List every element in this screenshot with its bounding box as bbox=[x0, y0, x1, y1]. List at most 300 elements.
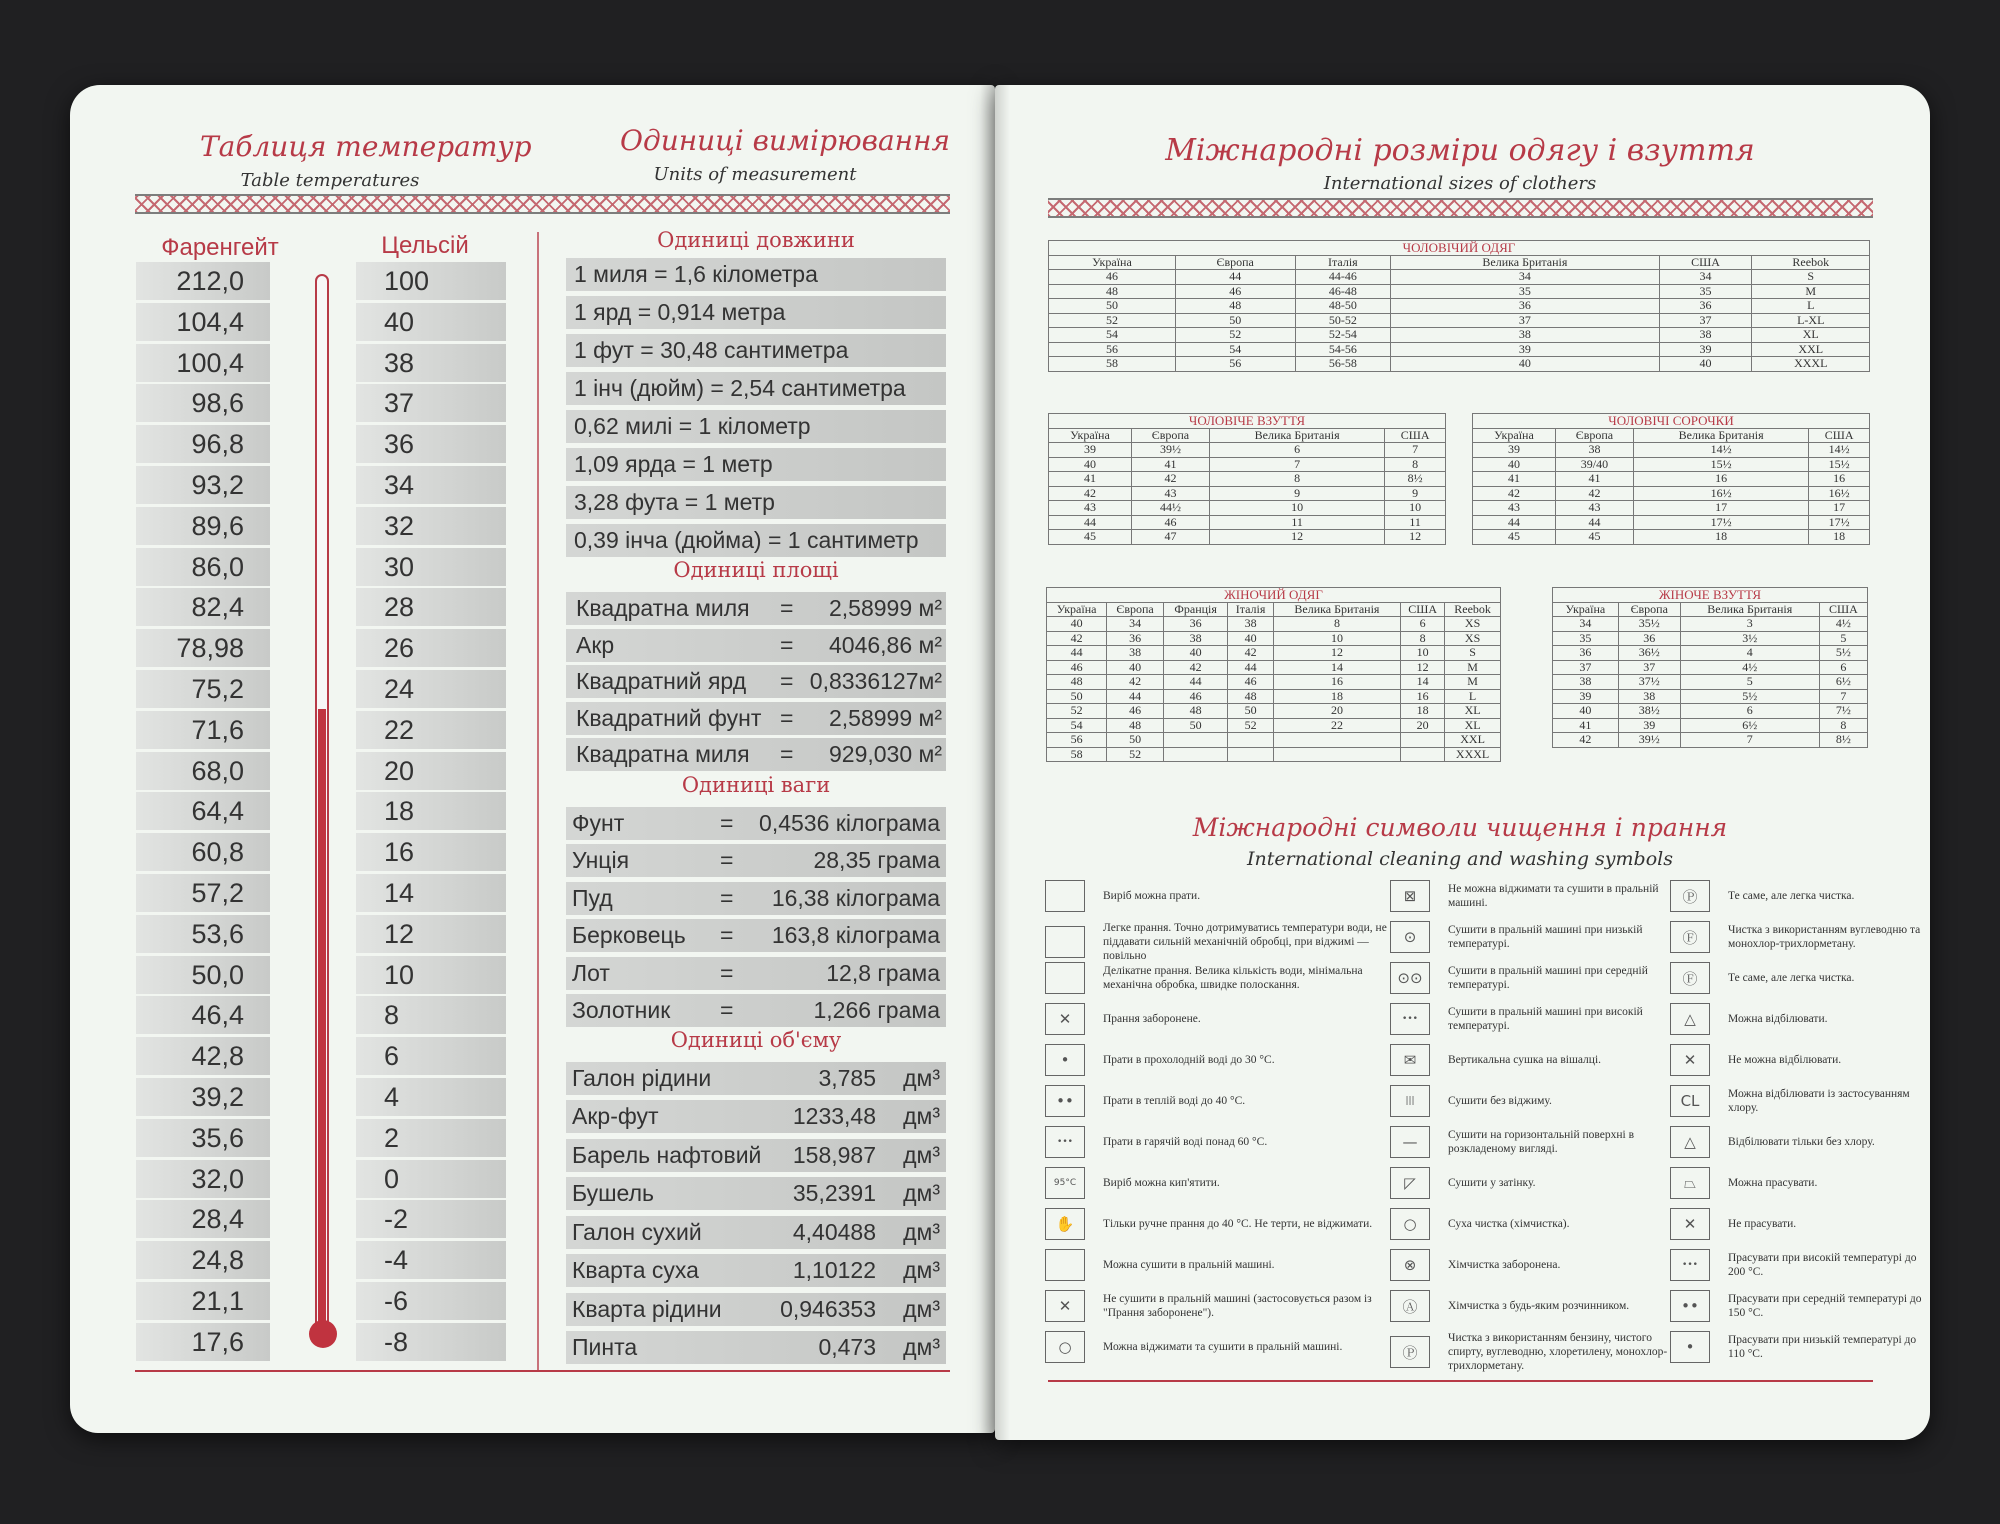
care-symbol-icon: • bbox=[1045, 1044, 1085, 1076]
care-symbol-icon: ✕ bbox=[1670, 1044, 1710, 1076]
care-symbol bbox=[1390, 1331, 1675, 1373]
care-symbol-text: Хімчистка заборонена. bbox=[1448, 1259, 1561, 1271]
table-row bbox=[1553, 704, 1868, 719]
unit-row bbox=[566, 296, 946, 329]
table-cell: 50 bbox=[1049, 299, 1176, 314]
temperature-row bbox=[136, 1037, 526, 1075]
table-cell: 44 bbox=[1047, 646, 1107, 661]
table-cell: 37 bbox=[1659, 313, 1752, 328]
table-header-cell: Reebok bbox=[1752, 255, 1870, 270]
equals-sign: = bbox=[720, 922, 734, 948]
fahrenheit-value: 75,2 bbox=[136, 670, 270, 708]
table-cell: 44 bbox=[1163, 675, 1227, 690]
table-row bbox=[1049, 313, 1870, 328]
celsius-value: -6 bbox=[356, 1282, 506, 1320]
table-cell: 6 bbox=[1819, 660, 1867, 675]
fahrenheit-value: 21,1 bbox=[136, 1282, 270, 1320]
table-row bbox=[1049, 457, 1446, 472]
celsius-value: 30 bbox=[356, 548, 506, 586]
table-cell: 52 bbox=[1049, 313, 1176, 328]
unit-row bbox=[566, 702, 946, 735]
table-header-cell: США bbox=[1809, 428, 1870, 443]
thermometer-bulb bbox=[309, 1320, 337, 1348]
table-cell: 3 bbox=[1680, 617, 1819, 632]
table-header-cell: Європа bbox=[1107, 602, 1164, 617]
unit-row bbox=[566, 807, 946, 840]
table-cell: 43 bbox=[1555, 501, 1633, 516]
care-symbol-text: Не прасувати. bbox=[1728, 1218, 1797, 1230]
table-cell: 42 bbox=[1163, 660, 1227, 675]
temperature-row bbox=[136, 792, 526, 830]
care-symbol-text: Хімчистка з будь-яким розчинником. bbox=[1448, 1300, 1630, 1312]
care-symbol-text: Прання заборонене. bbox=[1103, 1013, 1201, 1025]
care-symbol-icon: ⊙ bbox=[1390, 921, 1430, 953]
table-row bbox=[1049, 472, 1446, 487]
care-symbols-list bbox=[1045, 880, 1922, 1380]
equals-sign: = bbox=[780, 631, 794, 658]
celsius-value: 100 bbox=[356, 262, 506, 300]
area-unit-value: 0,8336127м² bbox=[809, 668, 942, 694]
weight-unit-value: 163,8 кілограма bbox=[771, 922, 940, 948]
equals-sign: = bbox=[780, 741, 794, 767]
table-cell: 10 bbox=[1273, 631, 1400, 646]
celsius-value: 38 bbox=[356, 344, 506, 382]
table-cell: M bbox=[1752, 284, 1870, 299]
fahrenheit-value: 96,8 bbox=[136, 425, 270, 463]
table-row bbox=[1047, 660, 1501, 675]
care-symbol-icon: ✕ bbox=[1045, 1003, 1085, 1035]
fahrenheit-value: 35,6 bbox=[136, 1119, 270, 1157]
care-symbol-icon: Ⓐ bbox=[1390, 1290, 1430, 1322]
table-cell: M bbox=[1445, 675, 1501, 690]
care-symbol-text: Відбілювати тільки без хлору. bbox=[1728, 1136, 1875, 1148]
table-header-cell: Європа bbox=[1131, 428, 1209, 443]
table-cell: XS bbox=[1445, 631, 1501, 646]
care-symbol-icon: ⊙⊙ bbox=[1390, 962, 1430, 994]
unit-section-heading: Одиниці площі bbox=[673, 558, 839, 582]
unit-row bbox=[566, 1139, 946, 1172]
weight-unit-value: 16,38 кілограма bbox=[771, 884, 940, 911]
table-row bbox=[1047, 704, 1501, 719]
celsius-value: 22 bbox=[356, 711, 506, 749]
table-header-row bbox=[1553, 602, 1868, 617]
area-unit-name: Квадратний ярд bbox=[576, 668, 747, 694]
table-row bbox=[1553, 733, 1868, 748]
table-cell: 38½ bbox=[1618, 704, 1680, 719]
table-row bbox=[1553, 646, 1868, 661]
table-cell: 36½ bbox=[1618, 646, 1680, 661]
table-cell: 43 bbox=[1049, 501, 1132, 516]
equals-sign: = bbox=[720, 997, 734, 1023]
fahrenheit-value: 17,6 bbox=[136, 1323, 270, 1361]
table-cell: 50 bbox=[1228, 704, 1273, 719]
fahrenheit-value: 71,6 bbox=[136, 711, 270, 749]
fahrenheit-value: 68,0 bbox=[136, 752, 270, 790]
table-row bbox=[1047, 747, 1501, 762]
table-cell: 36 bbox=[1163, 617, 1227, 632]
table-cell: 40 bbox=[1391, 357, 1659, 372]
length-conversion: 0,62 милі = 1 кілометр bbox=[574, 413, 811, 439]
volume-unit-value: 1,10122 bbox=[792, 1257, 876, 1283]
table-row bbox=[1553, 675, 1868, 690]
celsius-value: 34 bbox=[356, 466, 506, 504]
care-symbol-icon: Ⓕ bbox=[1670, 962, 1710, 994]
care-symbol-icon: △ bbox=[1670, 1003, 1710, 1035]
table-cell: 36 bbox=[1107, 631, 1164, 646]
table-cell: 42 bbox=[1555, 486, 1633, 501]
care-symbol-text: Виріб можна кип'ятити. bbox=[1103, 1177, 1220, 1189]
temperature-row bbox=[136, 507, 526, 545]
table-cell: 52 bbox=[1228, 718, 1273, 733]
table-cell: 54 bbox=[1175, 342, 1295, 357]
table-cell: S bbox=[1752, 270, 1870, 285]
unit-row bbox=[566, 882, 946, 915]
volume-unit-name: Галон рідини bbox=[572, 1064, 712, 1091]
weight-unit-name: Фунт bbox=[572, 809, 625, 836]
table-header-cell: Італія bbox=[1228, 602, 1273, 617]
table-header-cell: Велика Британія bbox=[1273, 602, 1400, 617]
equals-sign: = bbox=[780, 668, 794, 694]
volume-unit-value: 0,946353 bbox=[780, 1295, 876, 1322]
table-row bbox=[1553, 617, 1868, 632]
table-cell: 39 bbox=[1553, 689, 1619, 704]
care-symbol-text: Можна прасувати. bbox=[1728, 1177, 1818, 1189]
care-symbol bbox=[1670, 962, 1930, 994]
care-symbol bbox=[1390, 1085, 1675, 1117]
table-cell: 54 bbox=[1049, 328, 1176, 343]
table-cell: 41 bbox=[1131, 457, 1209, 472]
table-cell: 39 bbox=[1049, 443, 1132, 458]
unit-section-heading: Одиниці довжини bbox=[657, 228, 855, 252]
table-cell: 7 bbox=[1819, 689, 1867, 704]
fahrenheit-value: 46,4 bbox=[136, 996, 270, 1034]
table-cell bbox=[1228, 747, 1273, 762]
care-symbol-icon: Ⓟ bbox=[1670, 880, 1710, 912]
temperature-row bbox=[136, 344, 526, 382]
table-cell: 45 bbox=[1049, 530, 1132, 545]
care-symbol-icon bbox=[1045, 926, 1085, 958]
temperature-row bbox=[136, 1241, 526, 1279]
fahrenheit-value: 82,4 bbox=[136, 588, 270, 626]
table-cell: 8 bbox=[1401, 631, 1445, 646]
table-cell: 44 bbox=[1049, 515, 1132, 530]
table-cell: 37 bbox=[1618, 660, 1680, 675]
weight-unit-name: Лот bbox=[572, 959, 610, 986]
table-caption-row bbox=[1473, 414, 1870, 429]
table-cell: 52-54 bbox=[1295, 328, 1391, 343]
table-header-cell: США bbox=[1659, 255, 1752, 270]
table-cell: 17 bbox=[1809, 501, 1870, 516]
table-row bbox=[1049, 515, 1446, 530]
table-header-cell: Франція bbox=[1163, 602, 1227, 617]
table-cell: 56 bbox=[1049, 342, 1176, 357]
equals-sign: = bbox=[720, 959, 734, 986]
care-symbol bbox=[1045, 1167, 1395, 1199]
table-row bbox=[1047, 689, 1501, 704]
weight-unit-name: Берковець bbox=[572, 922, 686, 948]
celsius-value: -8 bbox=[356, 1323, 506, 1361]
volume-unit-value: 35,2391 bbox=[792, 1180, 876, 1206]
volume-unit-name: Бушель bbox=[572, 1180, 654, 1206]
table-row bbox=[1047, 718, 1501, 733]
celsius-value: 10 bbox=[356, 956, 506, 994]
table-cell: 43 bbox=[1131, 486, 1209, 501]
table-cell: 44 bbox=[1107, 689, 1164, 704]
table-row bbox=[1047, 675, 1501, 690]
table-cell: 50 bbox=[1047, 689, 1107, 704]
length-conversion: 1 фут = 30,48 сантиметра bbox=[574, 337, 849, 363]
volume-unit-value: 0,473 bbox=[818, 1334, 876, 1360]
table-cell: 46 bbox=[1175, 284, 1295, 299]
length-conversion: 0,39 інча (дюйма) = 1 сантиметр bbox=[574, 527, 919, 553]
care-symbol-icon: ••• bbox=[1045, 1126, 1085, 1158]
table-cell: 52 bbox=[1107, 747, 1164, 762]
celsius-header: Цельсій bbox=[381, 232, 469, 259]
sizes-title: Міжнародні розміри одягу і взуття bbox=[1165, 133, 1755, 168]
celsius-value: 18 bbox=[356, 792, 506, 830]
table-cell: 44 bbox=[1175, 270, 1295, 285]
care-symbol bbox=[1045, 1249, 1395, 1281]
care-symbol bbox=[1670, 1290, 1930, 1322]
fahrenheit-value: 28,4 bbox=[136, 1200, 270, 1238]
table-caption: ЧОЛОВІЧИЙ ОДЯГ bbox=[1049, 241, 1870, 256]
fahrenheit-value: 100,4 bbox=[136, 344, 270, 382]
table-cell: 46 bbox=[1131, 515, 1209, 530]
table-cell: 48 bbox=[1049, 284, 1176, 299]
table-cell: 54-56 bbox=[1295, 342, 1391, 357]
table-cell: 18 bbox=[1273, 689, 1400, 704]
table-cell: 8 bbox=[1210, 472, 1385, 487]
care-symbol bbox=[1390, 921, 1675, 953]
table-cell: 42 bbox=[1553, 733, 1619, 748]
temperature-row bbox=[136, 588, 526, 626]
table-header-cell: США bbox=[1385, 428, 1446, 443]
area-unit-name: Квадратна миля bbox=[576, 595, 750, 621]
care-symbol bbox=[1390, 1208, 1675, 1240]
volume-unit: дм³ bbox=[903, 1257, 940, 1283]
care-symbol-icon: ⊠ bbox=[1390, 880, 1430, 912]
table-row bbox=[1049, 501, 1446, 516]
care-symbol bbox=[1045, 1044, 1395, 1076]
table-cell: 16 bbox=[1401, 689, 1445, 704]
bottom-rule-right bbox=[1048, 1380, 1873, 1382]
table-cell: L bbox=[1445, 689, 1501, 704]
table-caption: ЖІНОЧИЙ ОДЯГ bbox=[1047, 588, 1501, 603]
table-header-cell: Reebok bbox=[1445, 602, 1501, 617]
unit-row bbox=[566, 524, 946, 557]
table-header-cell: Україна bbox=[1553, 602, 1619, 617]
table-header-cell: Європа bbox=[1175, 255, 1295, 270]
table-header-row bbox=[1049, 255, 1870, 270]
care-symbol-text: Можна сушити в пральній машині. bbox=[1103, 1259, 1275, 1271]
celsius-value: -4 bbox=[356, 1241, 506, 1279]
unit-row bbox=[566, 448, 946, 481]
table-caption: ЧОЛОВІЧІ СОРОЧКИ bbox=[1473, 414, 1870, 429]
celsius-value: 26 bbox=[356, 629, 506, 667]
unit-row bbox=[566, 258, 946, 291]
table-cell: 5½ bbox=[1680, 689, 1819, 704]
temperature-table-title: Таблиця температур bbox=[200, 130, 532, 163]
table-cell: 7½ bbox=[1819, 704, 1867, 719]
table-cell: XXL bbox=[1445, 733, 1501, 748]
table-cell: 5 bbox=[1680, 675, 1819, 690]
table-cell: 35½ bbox=[1618, 617, 1680, 632]
weight-unit-value: 12,8 грама bbox=[826, 959, 940, 986]
table-cell: 40 bbox=[1107, 660, 1164, 675]
table-cell: 42 bbox=[1131, 472, 1209, 487]
care-symbol-text: Сушити без віджиму. bbox=[1448, 1095, 1552, 1107]
table-cell: 48 bbox=[1107, 718, 1164, 733]
table-row bbox=[1049, 328, 1870, 343]
care-symbol-text: Прасувати при середній температурі до 150 °С. bbox=[1728, 1293, 1922, 1319]
fahrenheit-value: 78,98 bbox=[136, 629, 270, 667]
temperature-row bbox=[136, 670, 526, 708]
celsius-value: 28 bbox=[356, 588, 506, 626]
table-cell: 20 bbox=[1401, 718, 1445, 733]
care-symbol bbox=[1390, 1249, 1675, 1281]
volume-unit-name: Кварта суха bbox=[572, 1257, 699, 1283]
table-cell: 39 bbox=[1618, 718, 1680, 733]
table-header-row bbox=[1047, 602, 1501, 617]
care-symbol-text: Прати в гарячій воді понад 60 °С. bbox=[1103, 1136, 1268, 1148]
table-cell: 50 bbox=[1163, 718, 1227, 733]
volume-unit: дм³ bbox=[903, 1064, 940, 1091]
care-symbol-icon: ✉ bbox=[1390, 1044, 1430, 1076]
volume-unit: дм³ bbox=[903, 1141, 940, 1168]
table-row bbox=[1473, 530, 1870, 545]
table-cell: 44 bbox=[1473, 515, 1556, 530]
table-row bbox=[1049, 530, 1446, 545]
length-conversion: 1 миля = 1,6 кілометра bbox=[574, 261, 818, 287]
table-cell: 35 bbox=[1391, 284, 1659, 299]
weight-unit-value: 0,4536 кілограма bbox=[759, 809, 940, 836]
table-cell: 44½ bbox=[1131, 501, 1209, 516]
table-cell: XL bbox=[1752, 328, 1870, 343]
temperature-row bbox=[136, 384, 526, 422]
unit-row bbox=[566, 1216, 946, 1249]
table-cell: 38 bbox=[1618, 689, 1680, 704]
care-symbol bbox=[1390, 880, 1675, 912]
area-unit-name: Акр bbox=[576, 631, 615, 658]
care-symbol-text: Не можна віджимати та сушити в пральній машині. bbox=[1448, 883, 1659, 909]
table-cell: 14 bbox=[1401, 675, 1445, 690]
fahrenheit-value: 104,4 bbox=[136, 303, 270, 341]
table-header-row bbox=[1473, 428, 1870, 443]
table-cell: 14½ bbox=[1634, 443, 1809, 458]
table-cell: 42 bbox=[1049, 486, 1132, 501]
unit-row bbox=[566, 629, 946, 662]
area-unit-name: Квадратна миля bbox=[576, 741, 750, 767]
table-row bbox=[1049, 284, 1870, 299]
weight-unit-name: Золотник bbox=[572, 997, 671, 1023]
fahrenheit-value: 86,0 bbox=[136, 548, 270, 586]
care-symbol bbox=[1045, 921, 1395, 963]
fahrenheit-value: 32,0 bbox=[136, 1160, 270, 1198]
table-cell: 50 bbox=[1107, 733, 1164, 748]
volume-unit-name: Кварта рідини bbox=[572, 1295, 722, 1322]
table-header-cell: Україна bbox=[1473, 428, 1556, 443]
care-symbol-icon: ◸ bbox=[1390, 1167, 1430, 1199]
temperature-row bbox=[136, 1282, 526, 1320]
column-divider bbox=[537, 232, 539, 1372]
table-header-cell: Україна bbox=[1049, 255, 1176, 270]
table-cell: 6½ bbox=[1819, 675, 1867, 690]
table-cell: 34 bbox=[1659, 270, 1752, 285]
care-symbol-text: Прасувати при низькій температурі до 110 °С. bbox=[1728, 1334, 1917, 1360]
table-cell: 4½ bbox=[1680, 660, 1819, 675]
table-cell bbox=[1401, 747, 1445, 762]
table-row bbox=[1553, 718, 1868, 733]
table-cell: 40 bbox=[1473, 457, 1556, 472]
volume-unit: дм³ bbox=[903, 1295, 940, 1322]
care-symbol-icon: ||| bbox=[1390, 1085, 1430, 1117]
celsius-value: 20 bbox=[356, 752, 506, 790]
temperature-row bbox=[136, 833, 526, 871]
unit-row bbox=[566, 334, 946, 367]
table-cell: 10 bbox=[1210, 501, 1385, 516]
table-cell: 8½ bbox=[1385, 472, 1446, 487]
care-symbol bbox=[1045, 1003, 1395, 1035]
table-cell bbox=[1273, 747, 1400, 762]
table-cell: 15½ bbox=[1634, 457, 1809, 472]
weight-unit-value: 1,266 грама bbox=[813, 997, 940, 1023]
table-row bbox=[1049, 486, 1446, 501]
celsius-value: 0 bbox=[356, 1160, 506, 1198]
ornament-band-right bbox=[1048, 198, 1873, 218]
temperature-row bbox=[136, 1119, 526, 1157]
care-symbol bbox=[1670, 1044, 1930, 1076]
care-symbol bbox=[1390, 1044, 1675, 1076]
celsius-value: 40 bbox=[356, 303, 506, 341]
table-cell: 12 bbox=[1273, 646, 1400, 661]
fahrenheit-value: 98,6 bbox=[136, 384, 270, 422]
table-cell: 58 bbox=[1049, 357, 1176, 372]
care-symbol-icon: CL bbox=[1670, 1085, 1710, 1117]
care-symbol-icon: Ⓕ bbox=[1670, 921, 1710, 953]
care-symbol-text: Можна віджимати та сушити в пральній машині. bbox=[1103, 1341, 1343, 1353]
care-symbol-icon: •• bbox=[1670, 1290, 1710, 1322]
table-cell: 18 bbox=[1634, 530, 1809, 545]
care-symbol bbox=[1045, 880, 1395, 912]
table-header-row bbox=[1049, 428, 1446, 443]
table-row bbox=[1049, 443, 1446, 458]
volume-unit-value: 158,987 bbox=[792, 1141, 876, 1168]
unit-row bbox=[566, 486, 946, 519]
units-title: Одиниці вимірювання bbox=[620, 124, 951, 157]
care-symbol bbox=[1045, 1290, 1395, 1322]
temperature-row bbox=[136, 1078, 526, 1116]
symbols-title: Міжнародні символи чищення і прання bbox=[1192, 813, 1728, 842]
table-cell: 46 bbox=[1049, 270, 1176, 285]
care-symbol-text: Сушити в пральній машині при високій температурі. bbox=[1448, 1006, 1643, 1032]
table-cell: 40 bbox=[1659, 357, 1752, 372]
temperature-row bbox=[136, 956, 526, 994]
table-row bbox=[1049, 357, 1870, 372]
table-cell: 16 bbox=[1634, 472, 1809, 487]
care-symbol bbox=[1670, 880, 1930, 912]
table-cell: 12 bbox=[1385, 530, 1446, 545]
table-caption: ЖІНОЧЕ ВЗУТТЯ bbox=[1553, 588, 1868, 603]
table-cell bbox=[1401, 733, 1445, 748]
celsius-value: 36 bbox=[356, 425, 506, 463]
temperature-row bbox=[136, 996, 526, 1034]
care-symbol-icon: ○ bbox=[1045, 1331, 1085, 1363]
table-cell: 56-58 bbox=[1295, 357, 1391, 372]
table-cell: 34 bbox=[1553, 617, 1619, 632]
table-row bbox=[1049, 299, 1870, 314]
care-symbol-icon: 95°C bbox=[1045, 1167, 1085, 1199]
area-unit-value: 2,58999 м² bbox=[828, 595, 942, 621]
